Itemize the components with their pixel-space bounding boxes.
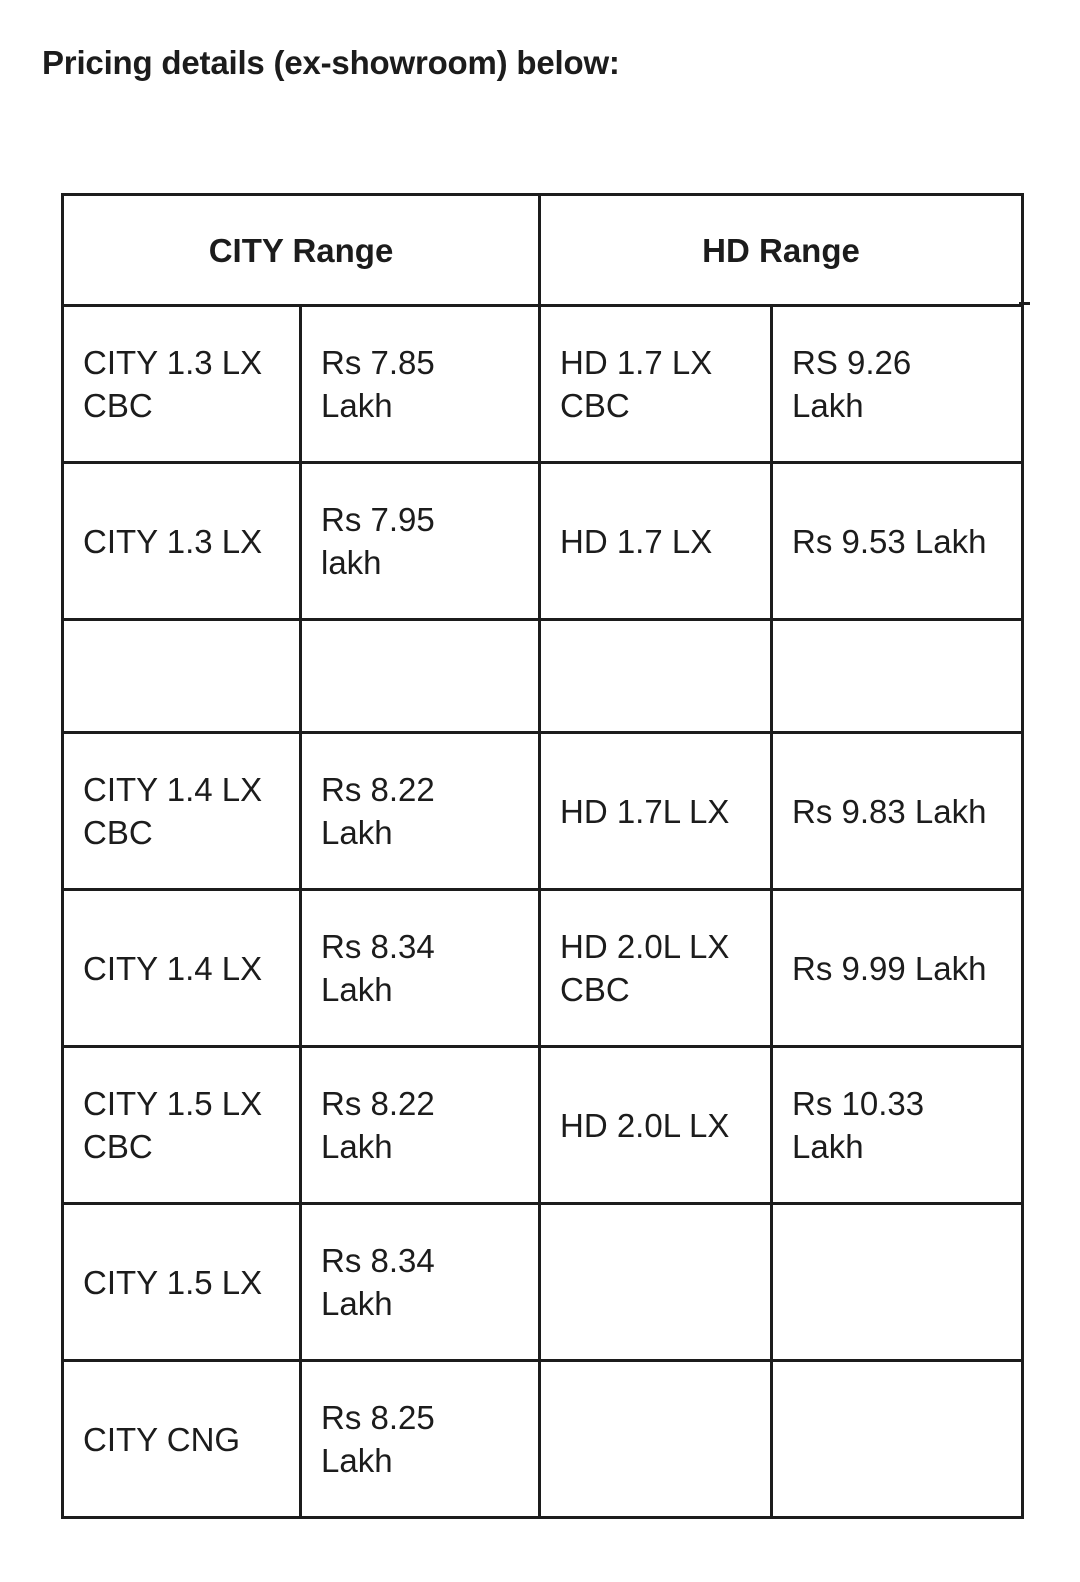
hd-model-cell: HD 1.7 LX (540, 463, 772, 620)
city-price-cell: Rs 8.34 Lakh (301, 1204, 540, 1361)
city-model-cell: CITY 1.4 LX CBC (63, 733, 301, 890)
city-price-cell: Rs 7.85 Lakh (301, 306, 540, 463)
hd-range-header: HD Range (540, 195, 1023, 306)
hd-price-cell: Rs 10.33 Lakh (772, 1047, 1023, 1204)
city-price-cell (301, 620, 540, 733)
city-model-cell: CITY 1.5 LX CBC (63, 1047, 301, 1204)
city-price-cell: Rs 8.34 Lakh (301, 890, 540, 1047)
pricing-table (61, 193, 1024, 1519)
city-model-cell: CITY 1.5 LX (63, 1204, 301, 1361)
hd-model-cell (540, 1361, 772, 1518)
table-row (63, 463, 1023, 620)
city-price-cell: Rs 8.22 Lakh (301, 1047, 540, 1204)
city-price-cell: Rs 7.95 lakh (301, 463, 540, 620)
city-range-header: CITY Range (63, 195, 540, 306)
table-row-empty (63, 620, 1023, 733)
hd-price-cell (772, 1204, 1023, 1361)
city-model-cell: CITY 1.3 LX (63, 463, 301, 620)
hd-price-cell (772, 1361, 1023, 1518)
table-header-row (63, 195, 1023, 306)
hd-model-cell: HD 2.0L LX (540, 1047, 772, 1204)
city-model-cell (63, 620, 301, 733)
city-model-cell: CITY 1.3 LX CBC (63, 306, 301, 463)
hd-price-cell (772, 620, 1023, 733)
table-row (63, 1361, 1023, 1518)
city-price-cell: Rs 8.25 Lakh (301, 1361, 540, 1518)
hd-price-cell: RS 9.26 Lakh (772, 306, 1023, 463)
hd-model-cell (540, 1204, 772, 1361)
table-row (63, 733, 1023, 890)
hd-price-cell: Rs 9.83 Lakh (772, 733, 1023, 890)
table-border-overhang (1019, 302, 1030, 305)
hd-price-cell: Rs 9.99 Lakh (772, 890, 1023, 1047)
table-row (63, 1047, 1023, 1204)
page-heading: Pricing details (ex-showroom) below: (42, 44, 620, 81)
hd-model-cell: HD 1.7 LX CBC (540, 306, 772, 463)
city-model-cell: CITY CNG (63, 1361, 301, 1518)
table-row (63, 306, 1023, 463)
hd-price-cell: Rs 9.53 Lakh (772, 463, 1023, 620)
city-model-cell: CITY 1.4 LX (63, 890, 301, 1047)
hd-model-cell (540, 620, 772, 733)
hd-model-cell: HD 2.0L LX CBC (540, 890, 772, 1047)
table-row (63, 890, 1023, 1047)
city-price-cell: Rs 8.22 Lakh (301, 733, 540, 890)
hd-model-cell: HD 1.7L LX (540, 733, 772, 890)
table-row (63, 1204, 1023, 1361)
